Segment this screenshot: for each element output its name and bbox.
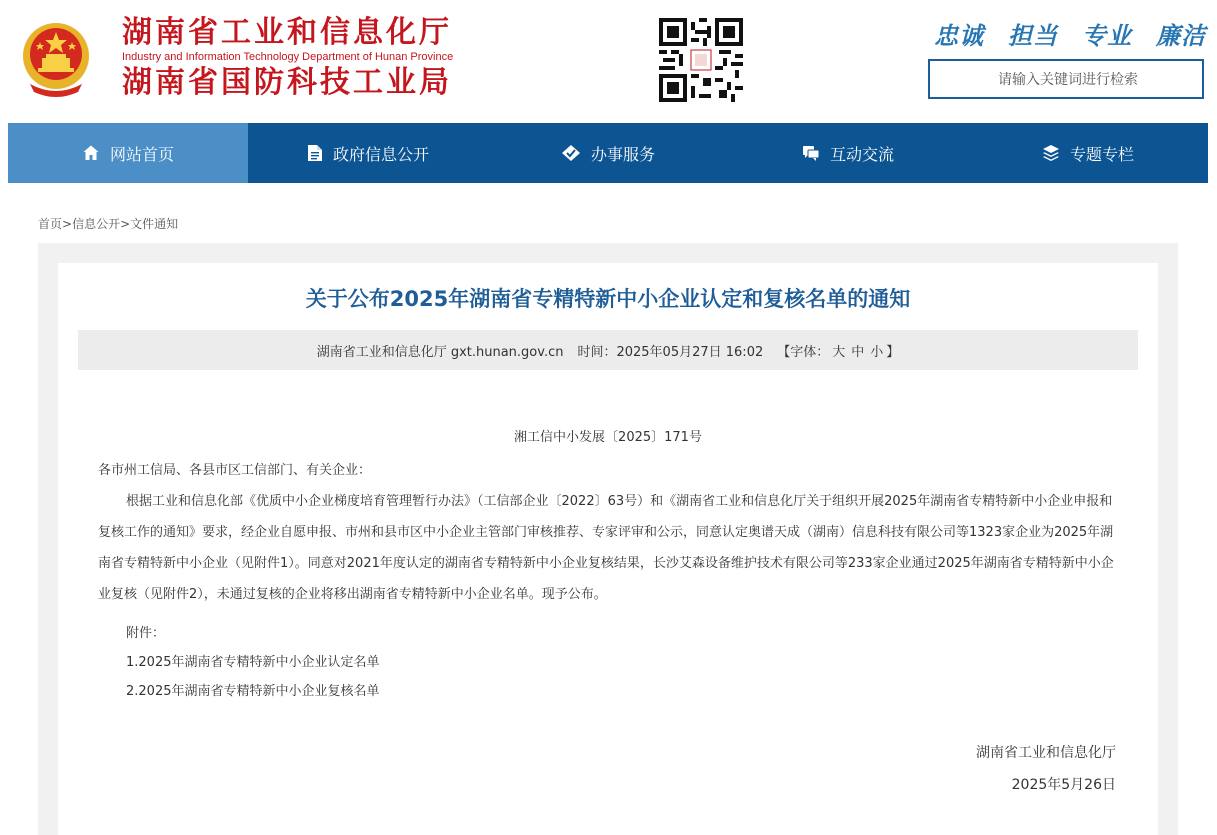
attachment-link[interactable]: 1.2025年湖南省专精特新中小企业认定名单 [126, 655, 380, 670]
signature-org: 湖南省工业和信息化厅 [976, 745, 1116, 761]
article-content [58, 263, 1158, 835]
article-source: 湖南省工业和信息化厅 gxt.hunan.gov.cn [316, 344, 564, 360]
nav-item-label: 网站首页 [109, 144, 174, 164]
home-icon [82, 144, 100, 162]
attachment-link[interactable]: 2.2025年湖南省专精特新中小企业复核名单 [126, 684, 380, 699]
breadcrumb-home-link[interactable]: 首页 [38, 217, 63, 231]
org-name-secondary: 湖南省国防科技工业局 [122, 65, 452, 100]
main-paragraph: 根据工业和信息化部《优质中小企业梯度培育管理暂行办法》（工信部企业〔2022〕63号）和《湖南省工业和信息化厅关于组织开展2025年湖南省专精特新中小企业申报和复核工作的通知》要求，经企业自愿申报、市州和县市区中小企业主管部门审核推荐、专家评审和公示，同意认定奥谱天成（湖南）信息科技有限公司等1323家企业为2025年湖南省专精特新中小企业（见附件1）。同意对2021年度认定的湖南省专精特新中小企业复核结果，长沙艾森设备维护技术有限公司等233家企业通过2025年湖南省专精特新中小企业复核（见附件2），未通过复核的企业将移出湖南省专精特新中小企业名单。现予公布。 [98, 494, 1114, 602]
org-name-english: Industry and Information Technology Department of Hunan Province [122, 51, 454, 63]
search-box [928, 59, 1204, 99]
main-nav [8, 123, 1208, 183]
breadcrumb-notice-link[interactable]: 文件通知 [130, 217, 179, 231]
article-title: 关于公布2025年湖南省专精特新中小企业认定和复核名单的通知 [305, 287, 911, 311]
org-name-primary: 湖南省工业和信息化厅 [122, 15, 452, 50]
document-number: 湘工信中小发展〔2025〕171号 [514, 430, 702, 445]
slogan-block [934, 16, 1206, 51]
slogan-item: 专业 [1082, 22, 1132, 50]
article-time: 时间：2025年05月27日 16:02 [577, 344, 764, 360]
signature-date: 2025年5月26日 [1011, 777, 1116, 793]
document-icon [307, 144, 323, 162]
attachments-label: 附件： [126, 626, 166, 641]
nav-item-gov-info[interactable] [248, 123, 488, 183]
search-input[interactable] [930, 61, 1206, 99]
font-size-large-button[interactable]: 大 [832, 344, 846, 360]
breadcrumb-separator: > [62, 217, 73, 231]
nav-item-label: 互动交流 [829, 144, 894, 164]
nav-item-label: 政府信息公开 [332, 144, 429, 164]
font-size-close-bracket: 】 [886, 344, 900, 360]
nav-item-services[interactable] [488, 123, 728, 183]
salutation: 各市州工信局、各县市区工信部门、有关企业： [98, 463, 372, 478]
slogan-item: 忠诚 [934, 22, 984, 50]
nav-item-interaction[interactable] [728, 123, 968, 183]
font-size-small-button[interactable]: 小 [870, 344, 884, 360]
nav-item-label: 专题专栏 [1069, 144, 1134, 164]
national-emblem-icon [20, 18, 92, 98]
slogan-item: 廉洁 [1156, 22, 1206, 50]
slogan-item: 担当 [1008, 22, 1058, 50]
chat-icon [802, 144, 820, 162]
site-header [0, 0, 1217, 123]
attachments-block [126, 619, 380, 706]
org-name-block [122, 16, 453, 100]
layers-icon [1042, 144, 1060, 162]
nav-item-label: 办事服务 [590, 144, 655, 164]
nav-item-home[interactable] [8, 123, 248, 183]
article-meta-bar [78, 330, 1138, 370]
qr-code-icon [659, 18, 743, 102]
breadcrumb-separator: > [120, 217, 131, 231]
font-size-label: 【字体： [777, 344, 830, 360]
article-body [98, 455, 1118, 610]
signature-block [976, 737, 1116, 801]
breadcrumb-info-link[interactable]: 信息公开 [72, 217, 121, 231]
nav-item-special-topics[interactable] [968, 123, 1208, 183]
breadcrumb [38, 215, 178, 232]
service-icon [561, 144, 581, 162]
font-size-medium-button[interactable]: 中 [851, 344, 865, 360]
